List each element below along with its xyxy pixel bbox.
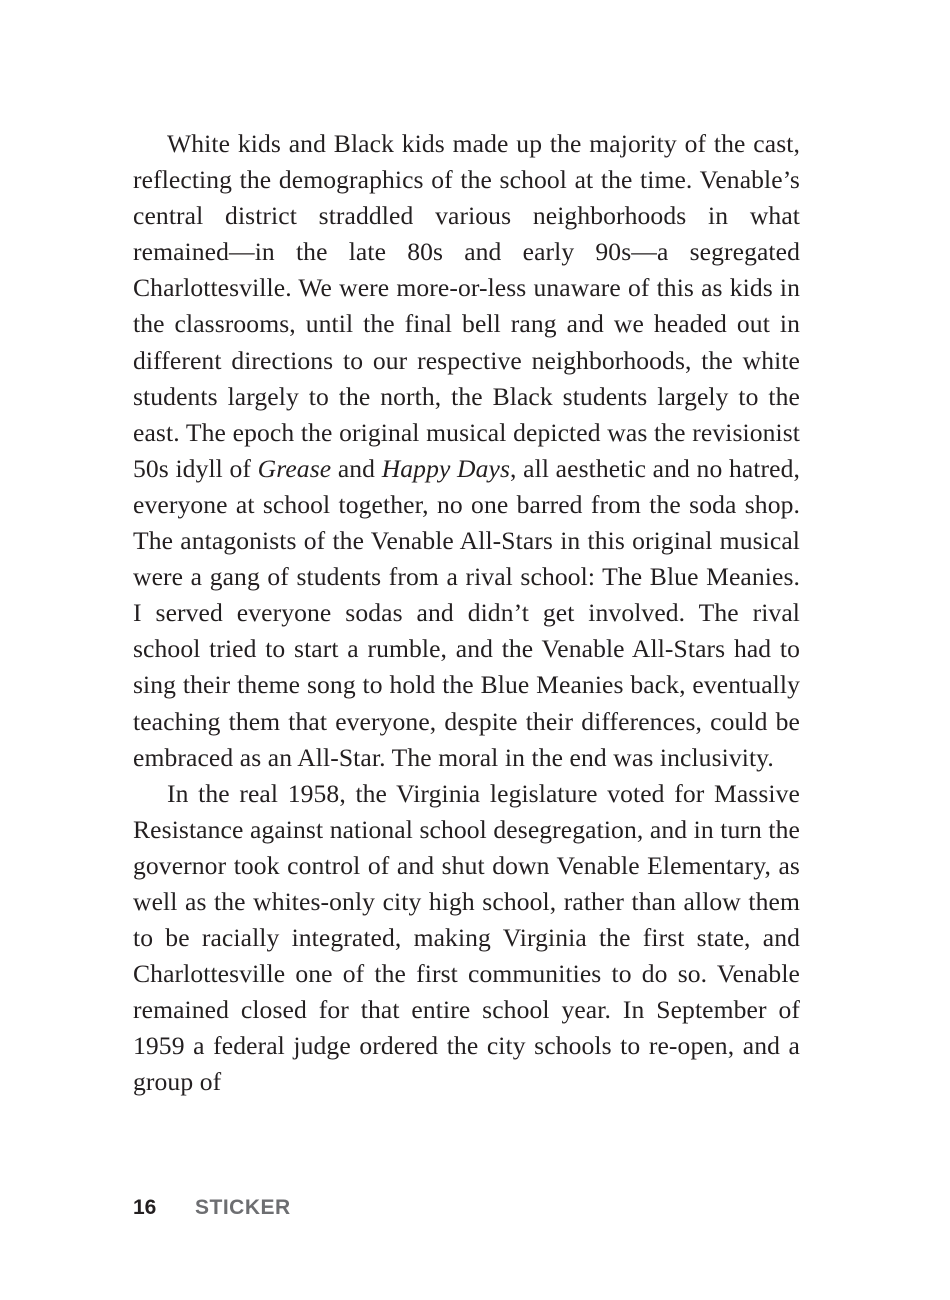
page-footer — [133, 1195, 291, 1221]
paragraph-2 — [133, 776, 800, 1101]
paragraph-2-text-1: In the real 1958, the Virginia legislature voted for Massive Resistance against national school desegregation, and in turn the governor took control of and shut down Venable Elementary, as well as the whites-only city high school, rather than allow them to be racially integrated, making Virginia the first state, and Charlottesville one of the first communities to do so. Venable remained closed for that entire school year. In September of 1959 a federal judge ordered the city schools to re-open, and a group of — [133, 778, 800, 1097]
paragraph-1-text-2: and — [331, 453, 382, 483]
running-head: STICKER — [195, 1196, 291, 1219]
paragraph-1-text-1: White kids and Black kids made up the majority of the cast, reflecting the demographics of the school at the time. Venable’s central district straddled various neighborhoods in what remained—in the late 80s and early 90s—a segregated Charlottesville. We were more-or-less unaware of this as kids in the classrooms, until the final bell rang and we headed out in different directions to our respective neighborhoods, the white students largely to the north, the Black students largely to the east. The epoch the original musical depicted was the revisionist 50s idyll of — [133, 129, 800, 483]
title-grease: Grease — [257, 453, 332, 483]
paragraph-1 — [133, 126, 800, 776]
page-number: 16 — [133, 1196, 157, 1219]
paragraph-1-text-3: , all aesthetic and no hatred, everyone at school together, no one barred from the soda shop. The antagonists of the Venable All-Stars in this original musical were a gang of students from a rival school: The Blue Meanies. I served everyone sodas and didn’t get involved. The rival school tried to start a rumble, and the Venable All-Stars had to sing their theme song to hold the Blue Meanies back, eventually teaching them that everyone, despite their differences, could be embraced as an All-Star. The moral in the end was inclusivity. — [133, 453, 800, 772]
body-text — [133, 126, 800, 1101]
title-happy-days: Happy Days — [381, 453, 511, 483]
